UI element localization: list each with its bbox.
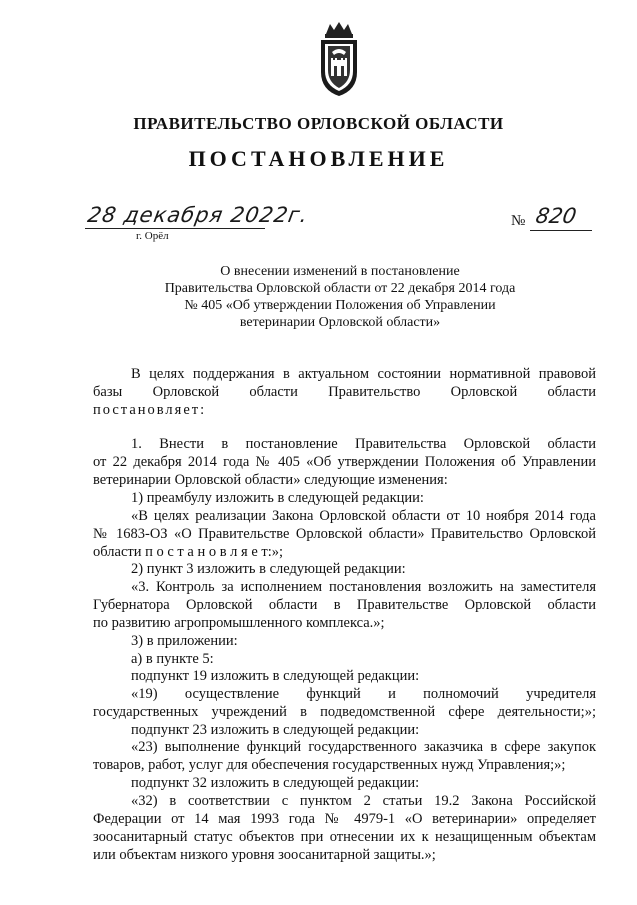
handwritten-date: 28 декабря 2022г. <box>85 203 311 227</box>
body-line: государственных учреждений в подведомственной сфере деятельности;»; <box>93 704 596 720</box>
body-line: «23) выполнение функций государственного заказчика в сфере закупок <box>131 739 596 755</box>
subject-line: О внесении изменений в постановление <box>220 264 460 279</box>
handwritten-number: 820 <box>533 204 579 228</box>
body-line: постановляет: <box>93 402 207 418</box>
document-type-title: ПОСТАНОВЛЕНИЕ <box>188 146 449 171</box>
body-line: 3) в приложении: <box>131 633 238 649</box>
body-line: 2) пункт 3 изложить в следующей редакции: <box>131 561 406 577</box>
body-line: № 1683-ОЗ «О Правительстве Орловской области» Правительство Орловской <box>93 526 596 542</box>
body-line: по развитию агропромышленного комплекса.»; <box>93 615 385 631</box>
document-subject <box>130 263 550 331</box>
number-sign: № <box>511 213 526 229</box>
body-line: «3. Контроль за исполнением постановления возложить на заместителя <box>131 579 596 595</box>
body-line: или объектам низкого уровня зоосанитарной защиты.»; <box>93 847 436 863</box>
body-line: «19) осуществление функций и полномочий учредителя <box>131 686 596 702</box>
body-line: Федерации от 14 мая 1993 года № 4979-1 «О ветеринарии» определяет <box>93 811 596 827</box>
subject-line: Правительства Орловской области от 22 декабря 2014 года <box>164 281 516 296</box>
body-line: базы Орловской области Правительство Орловской области <box>93 384 596 400</box>
body-line: подпункт 32 изложить в следующей редакции: <box>131 775 420 791</box>
body-line: «В целях реализации Закона Орловской области от 10 ноября 2014 года <box>131 508 596 524</box>
body-line: 1. Внести в постановление Правительства Орловской области <box>131 436 596 452</box>
body-line: В целях поддержания в актуальном состоянии нормативной правовой <box>131 366 596 382</box>
body-line: а) в пункте 5: <box>131 651 214 667</box>
body-line: подпункт 19 изложить в следующей редакции: <box>131 668 420 684</box>
organization-title: ПРАВИТЕЛЬСТВО ОРЛОВСКОЙ ОБЛАСТИ <box>133 114 504 133</box>
body-line: области п о с т а н о в л я е т:»; <box>93 544 284 560</box>
body-line: товаров, работ, услуг для обеспечения государственных нужд Управления;»; <box>93 757 566 773</box>
number-underline <box>530 230 592 231</box>
subject-line: № 405 «Об утверждении Положения об Управлении <box>184 298 496 313</box>
body-line: зоосанитарный статус объектов при отнесении их к незащищенным объектам <box>93 829 596 845</box>
body-line: «32) в соответствии с пунктом 2 статьи 19.2 Закона Российской <box>131 793 596 809</box>
body-line: подпункт 23 изложить в следующей редакции: <box>131 722 420 738</box>
body-line: Губернатора Орловской области в Правительстве Орловской области <box>93 597 596 613</box>
body-line: 1) преамбулу изложить в следующей редакции: <box>131 490 424 506</box>
body-line: от 22 декабря 2014 года № 405 «Об утверждении Положения об Управлении <box>93 454 596 470</box>
coat-of-arms-icon <box>316 22 362 98</box>
city-label: г. Орёл <box>136 230 169 242</box>
body-line: ветеринарии Орловской области» следующие изменения: <box>93 472 448 488</box>
date-underline <box>85 228 265 229</box>
subject-line: ветеринарии Орловской области» <box>239 315 441 330</box>
